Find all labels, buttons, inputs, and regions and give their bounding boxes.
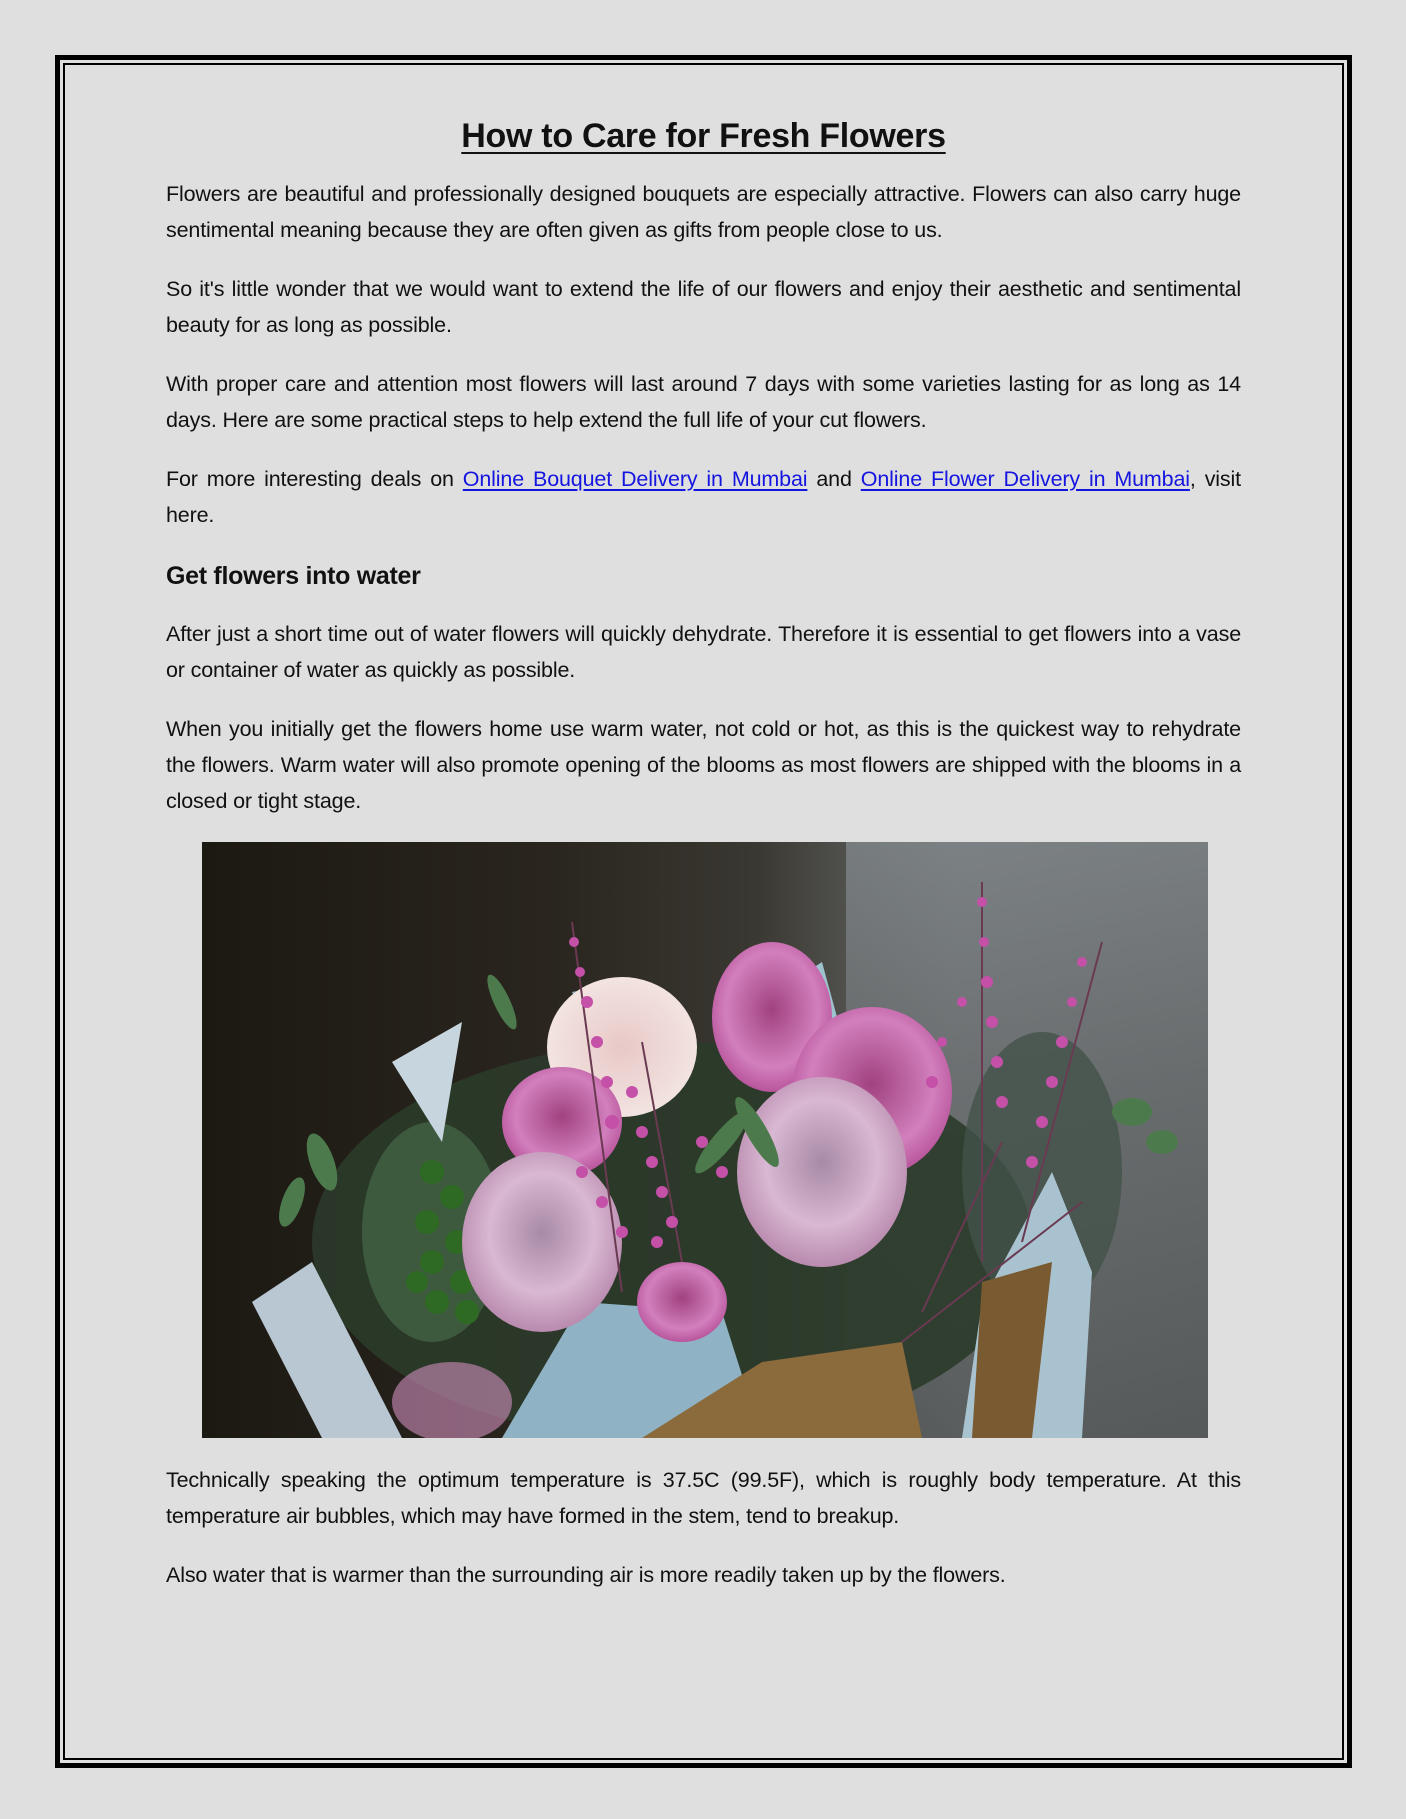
intro-paragraph-1: Flowers are beautiful and professionally designed bouquets are especially attractive. Flowers can also carry huge sentimental meaning because they are often given as gifts from people close to us. bbox=[166, 182, 1241, 242]
bouquet-illustration bbox=[202, 842, 1208, 1438]
intro-paragraph-2: So it's little wonder that we would want to extend the life of our flowers and enjoy their aesthetic and sentimental beauty for as long as possible. bbox=[166, 277, 1241, 337]
bouquet-image bbox=[202, 842, 1208, 1438]
intro-paragraph-3: With proper care and attention most flowers will last around 7 days with some varieties lasting for as long as 14 days. Here are some practical steps to help extend the full life of your cut flowers. bbox=[166, 372, 1241, 432]
link-online-flower-delivery-mumbai[interactable]: Online Flower Delivery in Mumbai bbox=[860, 467, 1190, 491]
section-paragraph-2: When you initially get the flowers home use warm water, not cold or hot, as this is the quickest way to rehydrate the flowers. Warm water will also promote opening of the blooms as most flowers are shipped with the blooms in a closed or tight stage. bbox=[166, 717, 1241, 813]
links-middle: and bbox=[807, 467, 861, 491]
links-suffix: , visit here. bbox=[166, 467, 1241, 527]
section-heading: Get flowers into water bbox=[166, 562, 421, 590]
section-paragraph-1: After just a short time out of water flowers will quickly dehydrate. Therefore it is essential to get flowers into a vase or container of water as quickly as possible. bbox=[166, 622, 1241, 682]
section-paragraph-4: Also water that is warmer than the surrounding air is more readily taken up by the flowers. bbox=[166, 1563, 1006, 1587]
document-title: How to Care for Fresh Flowers bbox=[461, 117, 946, 155]
links-paragraph bbox=[166, 461, 1241, 533]
section-paragraph-3: Technically speaking the optimum temperature is 37.5C (99.5F), which is roughly body temperature. At this temperature air bubbles, which may have formed in the stem, tend to breakup. bbox=[166, 1468, 1241, 1528]
link-online-bouquet-delivery-mumbai[interactable]: Online Bouquet Delivery in Mumbai bbox=[462, 467, 808, 491]
document-content bbox=[166, 114, 1241, 1616]
links-prefix: For more interesting deals on bbox=[166, 467, 463, 491]
